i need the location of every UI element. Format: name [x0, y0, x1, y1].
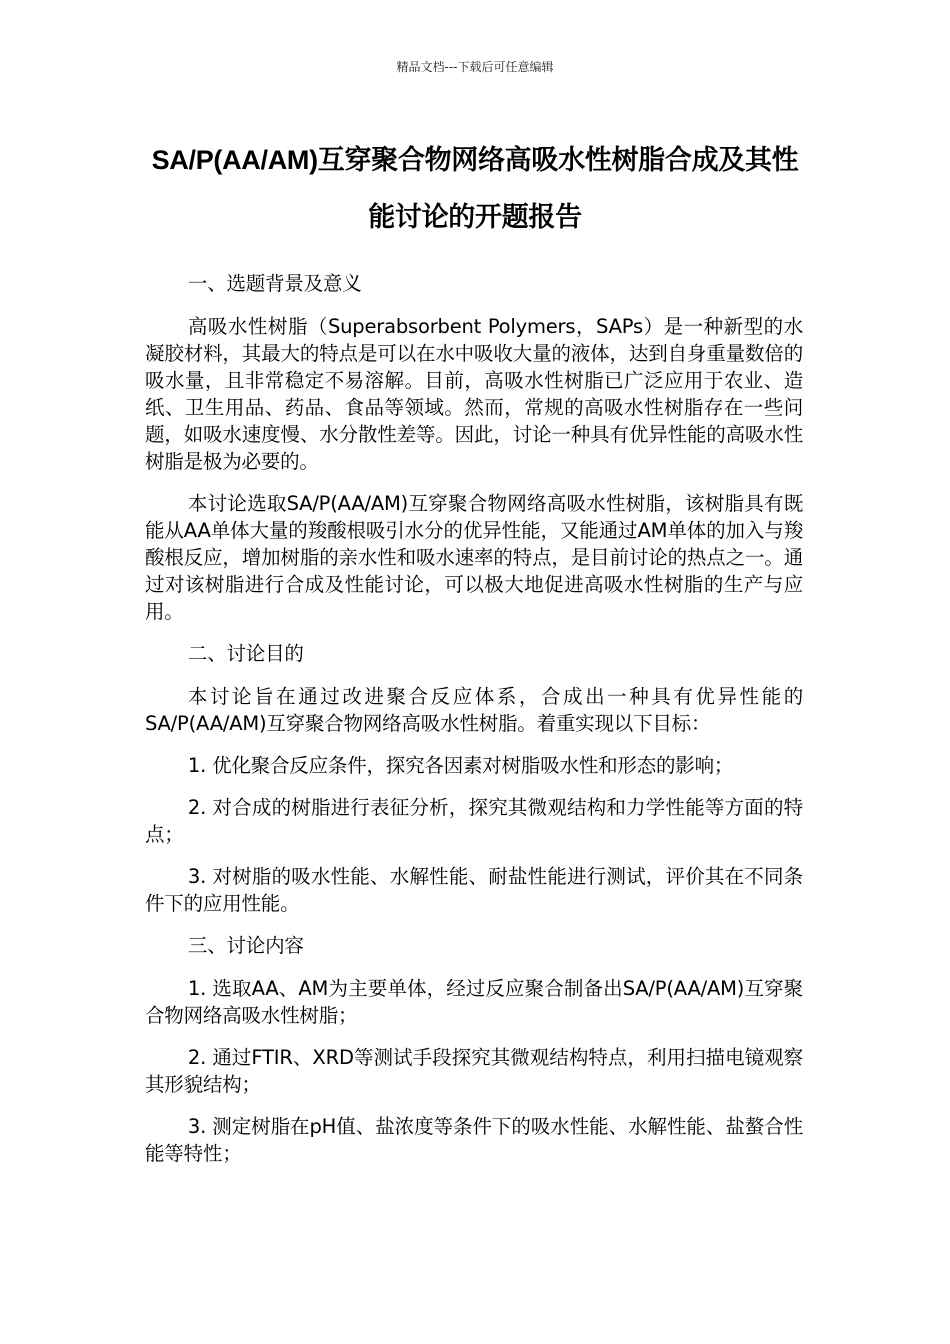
section-heading-background: 一、选题背景及意义 — [187, 272, 362, 295]
content-item-3: 3. 测定树脂在pH值、盐浓度等条件下的吸水性能、水解性能、盐螯合性能等特性； — [145, 1115, 803, 1165]
purpose-item-2: 2. 对合成的树脂进行表征分析，探究其微观结构和力学性能等方面的特点； — [145, 796, 803, 846]
purpose-item-3: 3. 对树脂的吸水性能、水解性能、耐盐性能进行测试，评价其在不同条件下的应用性能。 — [145, 865, 803, 915]
paragraph-background-1: 高吸水性树脂（Superabsorbent Polymers，SAPs）是一种新型的水凝胶材料，其最大的特点是可以在水中吸收大量的液体，达到自身重量数倍的吸水量，且非常稳定不易溶解。目前，高吸水性树脂已广泛应用于农业、造纸、卫生用品、药品、食品等领域。然而，常规的高吸水性树脂存在一些问题，如吸水速度慢、水分散性差等。因此，讨论一种具有优异性能的高吸水性树脂是极为必要的。 — [145, 315, 803, 473]
content-item-2: 2. 通过FTIR、XRD等测试手段探究其微观结构特点，利用扫描电镜观察其形貌结构； — [145, 1046, 803, 1096]
document-title: SA/P(AA/AM)互穿聚合物网络高吸水性树脂合成及其性能讨论的开题报告 — [151, 145, 799, 232]
header-note: 精品文档---下载后可任意编辑 — [396, 60, 554, 74]
section-heading-purpose: 二、讨论目的 — [187, 642, 304, 665]
document-body — [145, 270, 803, 1182]
content-item-1: 1. 选取AA、AM为主要单体，经过反应聚合制备出SA/P(AA/AM)互穿聚合物网络高吸水性树脂； — [145, 977, 803, 1027]
paragraph-background-2: 本讨论选取SA/P(AA/AM)互穿聚合物网络高吸水性树脂，该树脂具有既能从AA单体大量的羧酸根吸引水分的优异性能，又能通过AM单体的加入与羧酸根反应，增加树脂的亲水性和吸水速率的特点，是目前讨论的热点之一。通过对该树脂进行合成及性能讨论，可以极大地促进高吸水性树脂的生产与应用。 — [145, 492, 803, 623]
section-heading-content: 三、讨论内容 — [187, 934, 304, 957]
paragraph-purpose-intro: 本讨论旨在通过改进聚合反应体系，合成出一种具有优异性能的SA/P(AA/AM)互穿聚合物网络高吸水性树脂。着重实现以下目标： — [145, 685, 803, 735]
purpose-item-1: 1. 优化聚合反应条件，探究各因素对树脂吸水性和形态的影响； — [187, 754, 734, 777]
